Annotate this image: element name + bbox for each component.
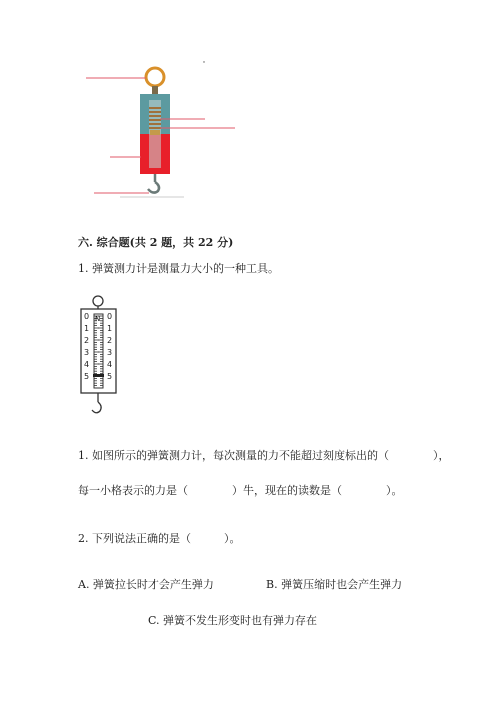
scale-label-left: 4 bbox=[84, 360, 90, 369]
spring-scale-figure bbox=[0, 0, 500, 210]
scale-label-right: 0 bbox=[107, 312, 113, 321]
scale-label-right: 5 bbox=[107, 372, 113, 381]
option-b[interactable]: B. 弹簧压缩时也会产生弹力 bbox=[266, 578, 403, 591]
scale-label-left: 2 bbox=[84, 336, 90, 345]
hook-icon bbox=[148, 182, 159, 193]
scale-diagram-svg bbox=[70, 292, 130, 424]
scale-label-right: 2 bbox=[107, 336, 113, 345]
question-1-stem: 1. 弹簧测力计是测量力大小的一种工具。 bbox=[78, 262, 279, 275]
scale-label-right: 4 bbox=[107, 360, 113, 369]
pointer bbox=[150, 130, 160, 135]
scale-label-left: 5 bbox=[84, 372, 90, 381]
scale-label-left: 0 bbox=[84, 312, 90, 321]
unit-letter: N bbox=[95, 315, 101, 323]
hook-icon bbox=[92, 402, 101, 413]
ring-icon bbox=[146, 68, 164, 86]
spring-scale-drawing bbox=[0, 0, 500, 210]
section-heading: 六. 综合题(共 2 题，共 22 分) bbox=[78, 236, 234, 249]
scale-label-right: 3 bbox=[107, 348, 113, 357]
question-1-sub1-line2: 每一小格表示的力是（ ）牛，现在的读数是（ ）。 bbox=[78, 484, 403, 497]
scale-label-right: 1 bbox=[107, 324, 113, 333]
option-c[interactable]: C. 弹簧不发生形变时也有弹力存在 bbox=[148, 614, 318, 627]
scale-label-left: 1 bbox=[84, 324, 90, 333]
option-a[interactable]: A. 弹簧拉长时才会产生弹力 bbox=[78, 578, 214, 591]
question-1-sub1-line1: 1. 如图所示的弹簧测力计，每次测量的力不能超过刻度标出的（ ）， bbox=[78, 449, 450, 462]
ring-icon bbox=[93, 296, 103, 306]
ring-shank bbox=[152, 86, 158, 94]
scale-label-left: 3 bbox=[84, 348, 90, 357]
question-2-stem: 2. 下列说法正确的是（ ）。 bbox=[78, 532, 241, 545]
pointer bbox=[93, 374, 104, 377]
spring-scale-diagram bbox=[70, 292, 130, 424]
